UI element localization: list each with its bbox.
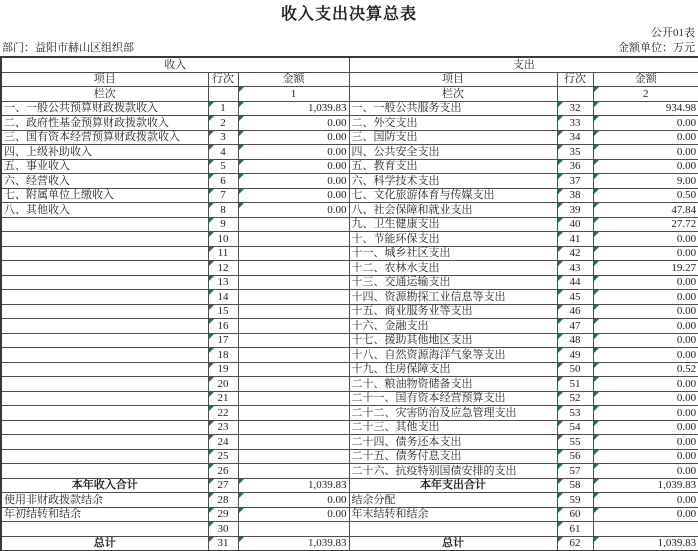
expense-amount: 1,039.83 (593, 478, 698, 493)
section-header-row (1, 57, 698, 72)
expense-amount: 47.84 (593, 203, 698, 218)
income-line-number: 31 (208, 536, 238, 551)
income-item-label: 总计 (1, 536, 208, 551)
expense-item-label: 六、科学技术支出 (349, 174, 557, 189)
expense-line-number: 39 (557, 203, 593, 218)
expense-line-number: 33 (557, 116, 593, 131)
income-item-label (1, 522, 208, 537)
income-item-label: 一、一般公共预算财政拨款收入 (1, 101, 208, 116)
income-line-number: 1 (208, 101, 238, 116)
table-row (1, 478, 698, 493)
income-amount: 0.00 (238, 116, 349, 131)
expense-amount: 0.00 (593, 145, 698, 160)
income-line-number: 18 (208, 348, 238, 363)
expense-amount: 0.00 (593, 449, 698, 464)
income-item-label: 使用非财政拨款结余 (1, 493, 208, 508)
income-amount: 0.00 (238, 159, 349, 174)
expense-amount: 9.00 (593, 174, 698, 189)
expense-line-number: 48 (557, 333, 593, 348)
expense-line-number: 32 (557, 101, 593, 116)
table-row (1, 203, 698, 218)
income-amount (238, 464, 349, 479)
income-item-label (1, 261, 208, 276)
income-line-number: 28 (208, 493, 238, 508)
expense-item-label: 九、卫生健康支出 (349, 217, 557, 232)
expense-amount: 0.00 (593, 435, 698, 450)
expense-line-number: 51 (557, 377, 593, 392)
income-item-label: 六、经营收入 (1, 174, 208, 189)
expense-line-number: 37 (557, 174, 593, 189)
expense-amount: 0.00 (593, 333, 698, 348)
expense-amount: 0.52 (593, 362, 698, 377)
income-item-label: 二、政府性基金预算财政拨款收入 (1, 116, 208, 131)
expense-line-number: 54 (557, 420, 593, 435)
table-row (1, 275, 698, 290)
income-line-number: 20 (208, 377, 238, 392)
income-section-header: 收入 (1, 57, 349, 72)
income-item-label (1, 333, 208, 348)
table-row (1, 188, 698, 203)
expense-amount: 0.00 (593, 275, 698, 290)
income-line-number: 5 (208, 159, 238, 174)
expense-amount: 0.00 (593, 391, 698, 406)
table-row (1, 159, 698, 174)
income-amount: 0.00 (238, 493, 349, 508)
income-amount (238, 304, 349, 319)
table-row (1, 116, 698, 131)
expense-amount: 0.00 (593, 304, 698, 319)
income-line-number: 19 (208, 362, 238, 377)
expense-amount: 0.00 (593, 319, 698, 334)
table-row (1, 130, 698, 145)
table-code: 公开01表 (651, 27, 695, 39)
income-amount (238, 435, 349, 450)
income-amount: 1,039.83 (238, 536, 349, 551)
expense-item-label: 十七、援助其他地区支出 (349, 333, 557, 348)
expense-section-header: 支出 (349, 57, 698, 72)
income-line-number: 27 (208, 478, 238, 493)
income-line-number: 16 (208, 319, 238, 334)
income-item-label (1, 435, 208, 450)
expense-amount: 19.27 (593, 261, 698, 276)
expense-amount: 27.72 (593, 217, 698, 232)
expense-amount: 0.00 (593, 246, 698, 261)
table-row (1, 435, 698, 450)
income-amount (238, 261, 349, 276)
income-item-label: 五、事业收入 (1, 159, 208, 174)
income-item-label: 年初结转和结余 (1, 507, 208, 522)
expense-item-label: 二十一、国有资本经营预算支出 (349, 391, 557, 406)
expense-line-number: 59 (557, 493, 593, 508)
expense-item-label: 本年支出合计 (349, 478, 557, 493)
expense-line-number: 49 (557, 348, 593, 363)
expense-item-label: 年末结转和结余 (349, 507, 557, 522)
expense-line-number: 62 (557, 536, 593, 551)
income-amount (238, 377, 349, 392)
table-row (1, 522, 698, 537)
expense-item-label: 十三、交通运输支出 (349, 275, 557, 290)
income-col-line-header: 行次 (208, 72, 238, 87)
expense-line-number: 60 (557, 507, 593, 522)
expense-line-number: 41 (557, 232, 593, 247)
expense-amount: 0.00 (593, 464, 698, 479)
income-line-number: 12 (208, 261, 238, 276)
income-line-number: 10 (208, 232, 238, 247)
income-item-label: 七、附属单位上缴收入 (1, 188, 208, 203)
expense-item-label: 五、教育支出 (349, 159, 557, 174)
expense-item-label (349, 522, 557, 537)
income-line-number: 22 (208, 406, 238, 421)
table-row (1, 101, 698, 116)
income-item-label (1, 319, 208, 334)
table-row (1, 536, 698, 551)
income-line-number: 15 (208, 304, 238, 319)
expense-lanci-line-cell (557, 87, 593, 102)
table-row (1, 362, 698, 377)
income-line-number: 8 (208, 203, 238, 218)
table-row (1, 377, 698, 392)
expense-line-number: 46 (557, 304, 593, 319)
income-amount (238, 217, 349, 232)
expense-line-number: 34 (557, 130, 593, 145)
expense-col-line-header: 行次 (557, 72, 593, 87)
income-col-amount-header: 金额 (238, 72, 349, 87)
expense-amount: 0.00 (593, 232, 698, 247)
income-line-number: 17 (208, 333, 238, 348)
income-item-label (1, 304, 208, 319)
expense-line-number: 53 (557, 406, 593, 421)
income-column-number: 1 (238, 87, 349, 102)
expense-line-number: 44 (557, 275, 593, 290)
expense-item-label: 二十四、债务还本支出 (349, 435, 557, 450)
expense-line-number: 38 (557, 188, 593, 203)
expense-lanci-label: 栏次 (349, 87, 557, 102)
expense-col-item-header: 项目 (349, 72, 557, 87)
expense-line-number: 58 (557, 478, 593, 493)
expense-line-number: 45 (557, 290, 593, 305)
income-line-number: 30 (208, 522, 238, 537)
expense-line-number: 47 (557, 319, 593, 334)
income-item-label (1, 464, 208, 479)
expense-amount: 0.00 (593, 420, 698, 435)
income-amount (238, 348, 349, 363)
unit-label: 金额单位：万元 (618, 42, 695, 54)
income-line-number: 26 (208, 464, 238, 479)
expense-amount: 0.00 (593, 377, 698, 392)
income-line-number: 14 (208, 290, 238, 305)
income-amount: 0.00 (238, 203, 349, 218)
income-amount: 0.00 (238, 188, 349, 203)
column-header-row (1, 72, 698, 87)
expense-item-label: 十六、金融支出 (349, 319, 557, 334)
meta-row (0, 41, 698, 56)
accounts-table (0, 56, 698, 551)
expense-column-number: 2 (593, 87, 698, 102)
income-item-label (1, 232, 208, 247)
table-row (1, 246, 698, 261)
income-item-label (1, 406, 208, 421)
expense-item-label: 结余分配 (349, 493, 557, 508)
income-item-label: 三、国有资本经营预算财政拨款收入 (1, 130, 208, 145)
expense-line-number: 40 (557, 217, 593, 232)
expense-line-number: 35 (557, 145, 593, 160)
income-amount (238, 449, 349, 464)
income-line-number: 6 (208, 174, 238, 189)
income-amount (238, 420, 349, 435)
table-row (1, 406, 698, 421)
table-row (1, 232, 698, 247)
expense-item-label: 二十六、抗疫特别国债安排的支出 (349, 464, 557, 479)
expense-item-label: 二十五、债务付息支出 (349, 449, 557, 464)
income-lanci-label: 栏次 (1, 87, 208, 102)
income-amount (238, 406, 349, 421)
income-line-number: 25 (208, 449, 238, 464)
table-row (1, 145, 698, 160)
expense-item-label: 十一、城乡社区支出 (349, 246, 557, 261)
income-amount (238, 246, 349, 261)
income-amount: 0.00 (238, 174, 349, 189)
table-row (1, 420, 698, 435)
income-line-number: 3 (208, 130, 238, 145)
expense-amount: 1,039.83 (593, 536, 698, 551)
income-col-item-header: 项目 (1, 72, 208, 87)
expense-item-label: 二、外交支出 (349, 116, 557, 131)
income-lanci-line-cell (208, 87, 238, 102)
expense-item-label: 十九、住房保障支出 (349, 362, 557, 377)
income-line-number: 7 (208, 188, 238, 203)
expense-line-number: 50 (557, 362, 593, 377)
income-line-number: 23 (208, 420, 238, 435)
expense-line-number: 55 (557, 435, 593, 450)
income-item-label (1, 377, 208, 392)
income-amount (238, 290, 349, 305)
expense-item-label: 八、社会保障和就业支出 (349, 203, 557, 218)
table-row (1, 217, 698, 232)
income-amount (238, 232, 349, 247)
income-line-number: 9 (208, 217, 238, 232)
expense-line-number: 43 (557, 261, 593, 276)
income-item-label (1, 391, 208, 406)
table-row (1, 449, 698, 464)
expense-amount (593, 522, 698, 537)
income-item-label (1, 246, 208, 261)
expense-amount: 934.98 (593, 101, 698, 116)
expense-item-label: 二十、粮油物资储备支出 (349, 377, 557, 392)
income-item-label (1, 420, 208, 435)
table-row (1, 464, 698, 479)
table-row (1, 348, 698, 363)
expense-item-label: 七、文化旅游体育与传媒支出 (349, 188, 557, 203)
expense-col-amount-header: 金额 (593, 72, 698, 87)
expense-item-label: 十五、商业服务业等支出 (349, 304, 557, 319)
expense-amount: 0.00 (593, 348, 698, 363)
income-item-label: 八、其他收入 (1, 203, 208, 218)
expense-amount: 0.50 (593, 188, 698, 203)
expense-item-label: 三、国防支出 (349, 130, 557, 145)
income-item-label (1, 275, 208, 290)
column-number-row (1, 87, 698, 102)
income-amount: 0.00 (238, 507, 349, 522)
table-row (1, 493, 698, 508)
income-amount (238, 333, 349, 348)
expense-line-number: 61 (557, 522, 593, 537)
table-row (1, 261, 698, 276)
income-line-number: 11 (208, 246, 238, 261)
table-row (1, 391, 698, 406)
expense-amount: 0.00 (593, 493, 698, 508)
expense-item-label: 十、节能环保支出 (349, 232, 557, 247)
income-item-label (1, 217, 208, 232)
expense-item-label: 十八、自然资源海洋气象等支出 (349, 348, 557, 363)
income-item-label (1, 362, 208, 377)
expense-amount: 0.00 (593, 130, 698, 145)
income-amount (238, 319, 349, 334)
income-amount: 0.00 (238, 145, 349, 160)
income-amount (238, 522, 349, 537)
table-row (1, 319, 698, 334)
income-line-number: 21 (208, 391, 238, 406)
expense-item-label: 四、公共安全支出 (349, 145, 557, 160)
income-item-label (1, 290, 208, 305)
department-label: 部门：益阳市赫山区组织部 (2, 42, 134, 54)
expense-item-label: 二十二、灾害防治及应急管理支出 (349, 406, 557, 421)
expense-line-number: 52 (557, 391, 593, 406)
income-amount: 0.00 (238, 130, 349, 145)
income-item-label (1, 449, 208, 464)
table-row (1, 333, 698, 348)
income-line-number: 13 (208, 275, 238, 290)
income-amount (238, 391, 349, 406)
income-line-number: 4 (208, 145, 238, 160)
table-row (1, 290, 698, 305)
expense-line-number: 57 (557, 464, 593, 479)
expense-amount: 0.00 (593, 507, 698, 522)
income-item-label: 四、上级补助收入 (1, 145, 208, 160)
table-row (1, 507, 698, 522)
income-amount: 1,039.83 (238, 101, 349, 116)
expense-amount: 0.00 (593, 116, 698, 131)
income-amount (238, 275, 349, 290)
expense-item-label: 一、一般公共服务支出 (349, 101, 557, 116)
income-line-number: 2 (208, 116, 238, 131)
expense-line-number: 42 (557, 246, 593, 261)
page-title: 收入支出决算总表 (280, 6, 417, 23)
expense-item-label: 二十三、其他支出 (349, 420, 557, 435)
income-amount: 1,039.83 (238, 478, 349, 493)
table-row (1, 174, 698, 189)
expense-amount: 0.00 (593, 159, 698, 174)
income-amount (238, 362, 349, 377)
expense-amount: 0.00 (593, 290, 698, 305)
income-line-number: 24 (208, 435, 238, 450)
table-row (1, 304, 698, 319)
income-item-label (1, 348, 208, 363)
expense-line-number: 36 (557, 159, 593, 174)
income-item-label: 本年收入合计 (1, 478, 208, 493)
expense-line-number: 56 (557, 449, 593, 464)
expense-item-label: 十四、资源勘探工业信息等支出 (349, 290, 557, 305)
income-line-number: 29 (208, 507, 238, 522)
expense-item-label: 总计 (349, 536, 557, 551)
expense-item-label: 十二、农林水支出 (349, 261, 557, 276)
expense-amount: 0.00 (593, 406, 698, 421)
